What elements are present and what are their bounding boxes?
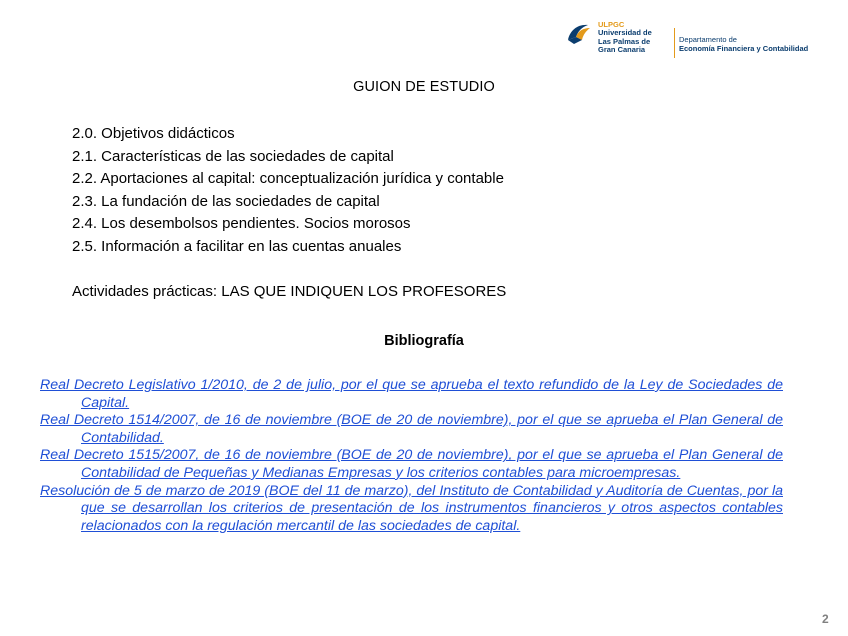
- reference-link[interactable]: Real Decreto 1515/2007, de 16 de noviembre (BOE de 20 de noviembre), por el que se aprueba el Plan General de Contabilidad de Pequeñas y Medianas Empresas y los criterios contables para microempresas.: [40, 447, 783, 481]
- university-name: [598, 21, 652, 54]
- practical-activities: Actividades prácticas: LAS QUE INDIQUEN LOS PROFESORES: [72, 283, 507, 300]
- logo-divider: [674, 28, 675, 58]
- study-outline: [72, 123, 504, 258]
- page-number: 2: [822, 612, 829, 626]
- outline-item: 2.0. Objetivos didácticos: [72, 125, 235, 142]
- outline-item: 2.5. Información a facilitar en las cuentas anuales: [72, 237, 402, 255]
- reference-link[interactable]: Resolución de 5 de marzo de 2019 (BOE del 11 de marzo), del Instituto de Contabilidad y Auditoría de Cuentas, por la que se desarrollan los criterios de presentación de los instrumentos financieros y otros aspectos contables relacionados con la regulación mercantil de las sociedades de capital.: [40, 482, 783, 534]
- ulpgc-logo-icon: [566, 20, 594, 48]
- reference-link[interactable]: Real Decreto 1514/2007, de 16 de noviembre (BOE de 20 de noviembre), por el que se aprueba el Plan General de Contabilidad.: [40, 412, 783, 446]
- reference-link[interactable]: Real Decreto Legislativo 1/2010, de 2 de julio, por el que se aprueba el texto refundido de la Ley de Sociedades de Capital.: [40, 377, 783, 411]
- outline-item: 2.1. Características de las sociedades de capital: [72, 147, 394, 165]
- outline-item: 2.3. La fundación de las sociedades de capital: [72, 192, 380, 210]
- outline-item: 2.2. Aportaciones al capital: conceptualización jurídica y contable: [72, 170, 504, 187]
- page-title: GUION DE ESTUDIO: [353, 79, 495, 95]
- department-name: [679, 36, 808, 53]
- bibliography-list: [40, 377, 783, 535]
- ulpgc-logo: [566, 18, 842, 62]
- outline-item: 2.4. Los desembolsos pendientes. Socios morosos: [72, 215, 411, 232]
- university-acronym: ULPGC: [598, 20, 625, 29]
- university-line-1: Universidad de: [598, 28, 652, 38]
- department-line-1: Departamento de: [679, 35, 737, 44]
- university-line-3: Gran Canaria: [598, 44, 646, 54]
- department-line-2: Economía Financiera y Contabilidad: [679, 43, 809, 53]
- bibliography-heading: Bibliografía: [384, 333, 464, 349]
- university-line-2: Las Palmas de: [598, 36, 651, 46]
